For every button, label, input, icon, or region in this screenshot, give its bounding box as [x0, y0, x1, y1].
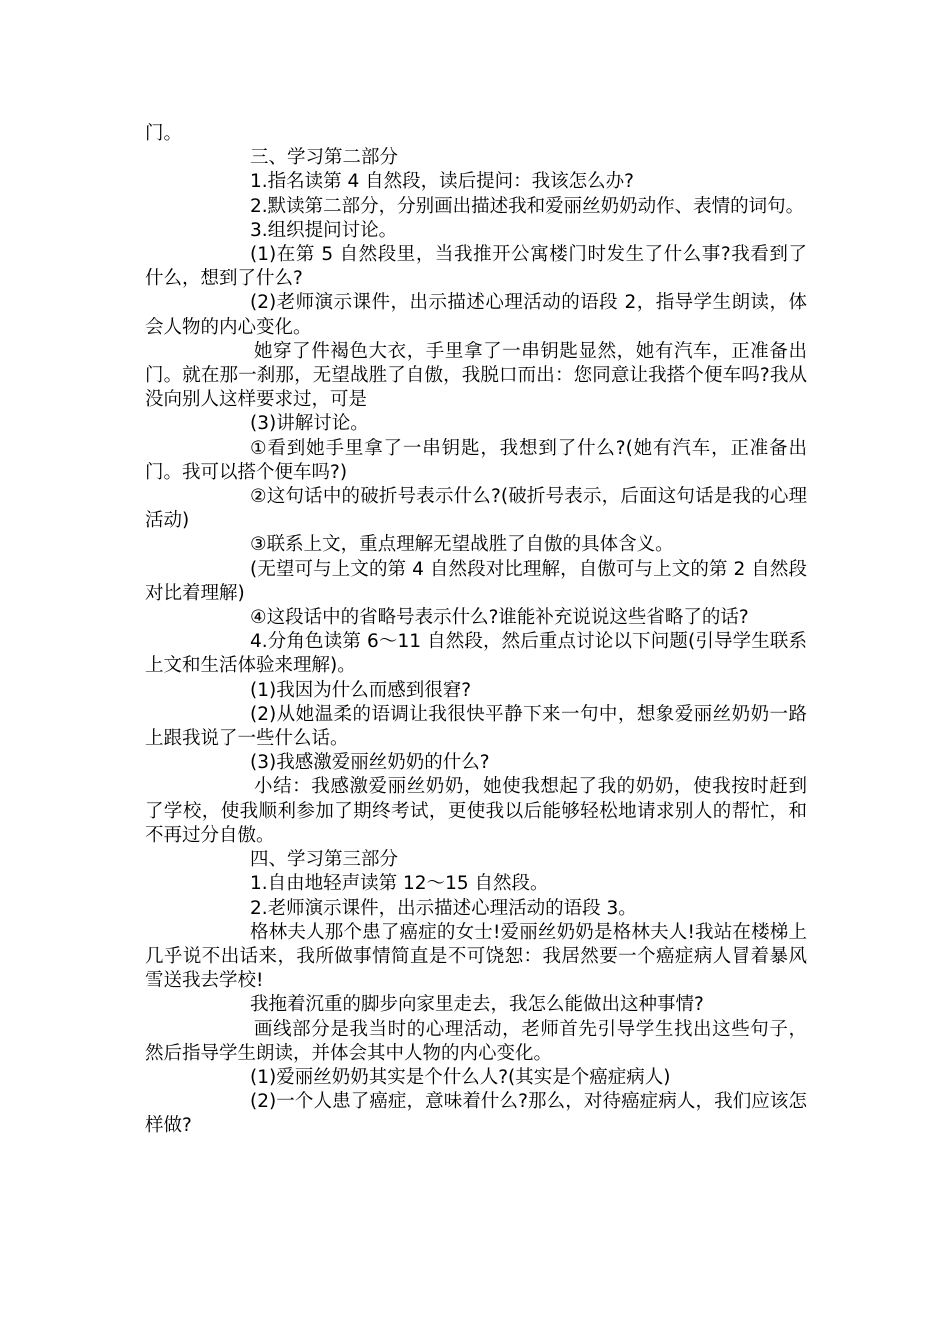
- paragraph: 4.分角色读第 6～11 自然段，然后重点讨论以下问题(引导学生联系上文和生活体验来理解)。: [145, 631, 807, 677]
- paragraph: (3)讲解讨论。: [250, 413, 369, 435]
- paragraph: (无望可与上文的第 4 自然段对比理解，自傲可与上文的第 2 自然段对比着理解): [145, 558, 807, 604]
- paragraph: (3)我感激爱丽丝奶奶的什么?: [250, 752, 490, 774]
- paragraph: (1)在第 5 自然段里，当我推开公寓楼门时发生了什么事?我看到了什么，想到了什么?: [145, 244, 807, 290]
- paragraph: ④这段话中的省略号表示什么?谁能补充说说这些省略了的话?: [250, 607, 749, 629]
- paragraph: 3.组织提问讨论。: [250, 219, 398, 241]
- paragraph: ②这句话中的破折号表示什么?(破折号表示，后面这句话是我的心理活动): [145, 486, 807, 532]
- paragraph: (1)爱丽丝奶奶其实是个什么人?(其实是个癌症病人): [250, 1066, 671, 1088]
- quote-paragraph: 她穿了件褐色大衣，手里拿了一串钥匙显然，她有汽车，正准备出门。就在那一刹那，无望战胜了自傲，我脱口而出：您同意让我搭个便车吗?我从没向别人这样要求过，可是: [145, 340, 807, 411]
- paragraph: ③联系上文，重点理解无望战胜了自傲的具体含义。: [250, 534, 674, 556]
- paragraph: (1)我因为什么而感到很窘?: [250, 679, 472, 701]
- paragraph: 门。: [145, 123, 183, 144]
- quote-paragraph: 我拖着沉重的脚步向家里走去，我怎么能做出这种事情?: [250, 994, 704, 1016]
- paragraph: (2)老师演示课件，出示描述心理活动的语段 2，指导学生朗读，体会人物的内心变化。: [145, 292, 807, 338]
- summary-paragraph: 小结：我感激爱丽丝奶奶，她使我想起了我的奶奶，使我按时赶到了学校，使我顺利参加了期终考试，更使我以后能够轻松地请求别人的帮忙，和不再过分自傲。: [145, 776, 807, 846]
- paragraph: 2.老师演示课件，出示描述心理活动的语段 3。: [250, 897, 637, 919]
- section-heading: 三、学习第二部分: [250, 147, 399, 169]
- paragraph: 1.指名读第 4 自然段，读后提问：我该怎么办?: [250, 171, 635, 193]
- quote-paragraph: 格林夫人那个患了癌症的女士!爱丽丝奶奶是格林夫人!我站在楼梯上几乎说不出话来，我所做事情简直是不可饶恕：我居然要一个癌症病人冒着暴风雪送我去学校!: [145, 921, 807, 992]
- paragraph: 1.自由地轻声读第 12～15 自然段。: [250, 873, 549, 895]
- document-body: [145, 122, 807, 1139]
- paragraph: 2.默读第二部分，分别画出描述我和爱丽丝奶奶动作、表情的词句。: [250, 195, 805, 217]
- section-heading: 四、学习第三部分: [250, 849, 399, 871]
- paragraph: (2)一个人患了癌症，意味着什么?那么，对待癌症病人，我们应该怎样做?: [145, 1091, 807, 1137]
- paragraph: (2)从她温柔的语调让我很快平静下来一句中，想象爱丽丝奶奶一路上跟我说了一些什么话。: [145, 703, 807, 750]
- paragraph: ①看到她手里拿了一串钥匙，我想到了什么?(她有汽车，正准备出门。我可以搭个便车吗?): [145, 437, 807, 483]
- paragraph: 画线部分是我当时的心理活动，老师首先引导学生找出这些句子，然后指导学生朗读，并体会其中人物的内心变化。: [145, 1018, 807, 1064]
